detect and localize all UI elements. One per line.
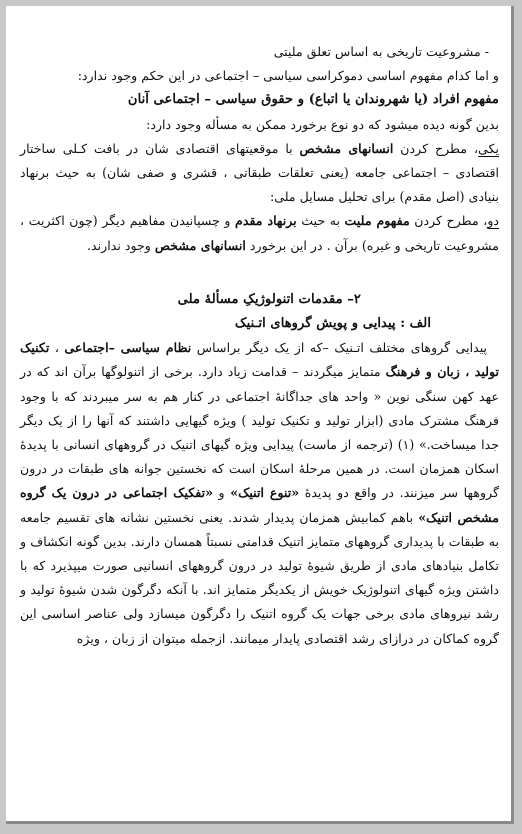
second-term-2: برنهاد مقدم (235, 213, 297, 229)
body-term-1: نظام سیاسی –اجتماعی (64, 340, 192, 356)
body-text-d: و (212, 485, 231, 501)
second-text-b: به حیث (296, 213, 345, 229)
body-term-4: «تفکیک اجتماعی در درون یک گروه مشخص اتنیک» (20, 485, 500, 525)
intro-question: و اما کدام مفهوم اساسی دموکراسی سیاسی – اجتماعی در این حکم وجود ندارد: (77, 68, 499, 84)
concept-heading: مفهوم افراد (یا شهروندان یا اتباع) و حقوق سیاسی – اجتماعی آنان (127, 92, 499, 108)
body-text-c: متمایز میگردند – قدامت زیاد دارد. برخی از اتنولوگها برآن اند که در عهد کهن سنگی نوین « واحد های جداگانهٔ اجتماعی در کنار هم به سر میبردند که با وجود فرهنگ مشترک مادی (ابزار تولید و تکنیک تولید ) ویژه گیهایی داشتند که آنها را از یک دیگر جدا میساخت.» (۱) (ترجمه از ماست) پیدایی ویژه گیهای اتنیک در گروههای انسانی با پدیدهٔ اسکان همزمان است. در همین مرحلهٔ اسکان است که نخستین جوانه های طبقات در درون گروهها سر میزنند. در واقع دو پدیدهٔ (20, 364, 499, 501)
second-text-d: وجود ندارند. (87, 237, 155, 253)
sub-heading: الف : پیدایی و پویش گروهای اتـنیک (234, 316, 431, 332)
second-term-1: مفهوم ملیت (344, 213, 410, 229)
document-body (20, 40, 499, 651)
document-page (6, 6, 514, 824)
body-term-2: تکنیک تولید ، زبان و فرهنگ (20, 340, 499, 380)
first-text-b: با موقعیتهای اقتصادی شان در بافت کـلی ساختار اقتصادی – اجتماعی جامعه (یعنی تعلقات طبقاتی ، قشری و صفی شان) به حیث برنهاد بنیادی (اصل مقدم) برای تحلیل مسایل ملی: (20, 140, 499, 205)
first-term: انسانهای مشخص (299, 140, 394, 156)
section-heading: ۲– مقدمات اتنولوژیکِ مسألهٔ ملی (177, 291, 361, 307)
two-types-sentence: بدین گونه دیده میشود که دو نوع برخورد ممکن به مسأله وجود دارد: (146, 116, 499, 132)
body-term-3: «تنوع اتنیک» (230, 485, 300, 501)
first-text-a: ، مطرح کردن (393, 140, 479, 156)
body-text-b: ، (49, 340, 65, 356)
second-marker: دو (487, 213, 500, 229)
body-text-e: باهم کمابیش همزمان پدیدار شدند. یعنی نخستین نشانه های تقسیم جامعه به طبقات با پدیداری گروههای متمایز اتنیک قدامتی نسبتاً همسان دارند. بدین گونه انکشاف و تکامل بنیادهای مادی از طریق شیوهٔ تولید در درون گروههای انسانیی صورت میپذیرد که با داشتن ویژه گیهای اتنولوژیک خویش از یکدیگر متمایز اند. با آنکه دگرگون شدن شیوهٔ تولید و رشد نیروهای مادی برخی جهات یک گروه اتنیک را دگرگون میسازد ولی عناصر اساسی این گروه کماکان در درازای رشد اقتصادی پایدار میمانند. ازجمله میتوان از زبان ، ویژه (20, 509, 499, 646)
first-approach-paragraph (20, 137, 499, 210)
section-spacer (20, 258, 499, 288)
first-marker: یکی (478, 140, 499, 156)
second-term-3: انسانهای مشخص (154, 237, 246, 253)
body-text-a: پیدایی گروهای مختلف اتـنیک –که از یک دیگر براساس (191, 340, 487, 356)
second-text-c: و چسپانیدن مفاهیم دیگر (چون اکثریت ، مشروعیت تاریخی و غیره) برآن . در این برخورد (20, 213, 499, 253)
body-paragraph (20, 336, 499, 651)
bullet-item: - مشروعیت تاریخی به اساس تعلق ملیتی (273, 44, 489, 59)
second-text-a: ، مطرح کردن (409, 213, 488, 229)
second-approach-paragraph (20, 209, 499, 257)
